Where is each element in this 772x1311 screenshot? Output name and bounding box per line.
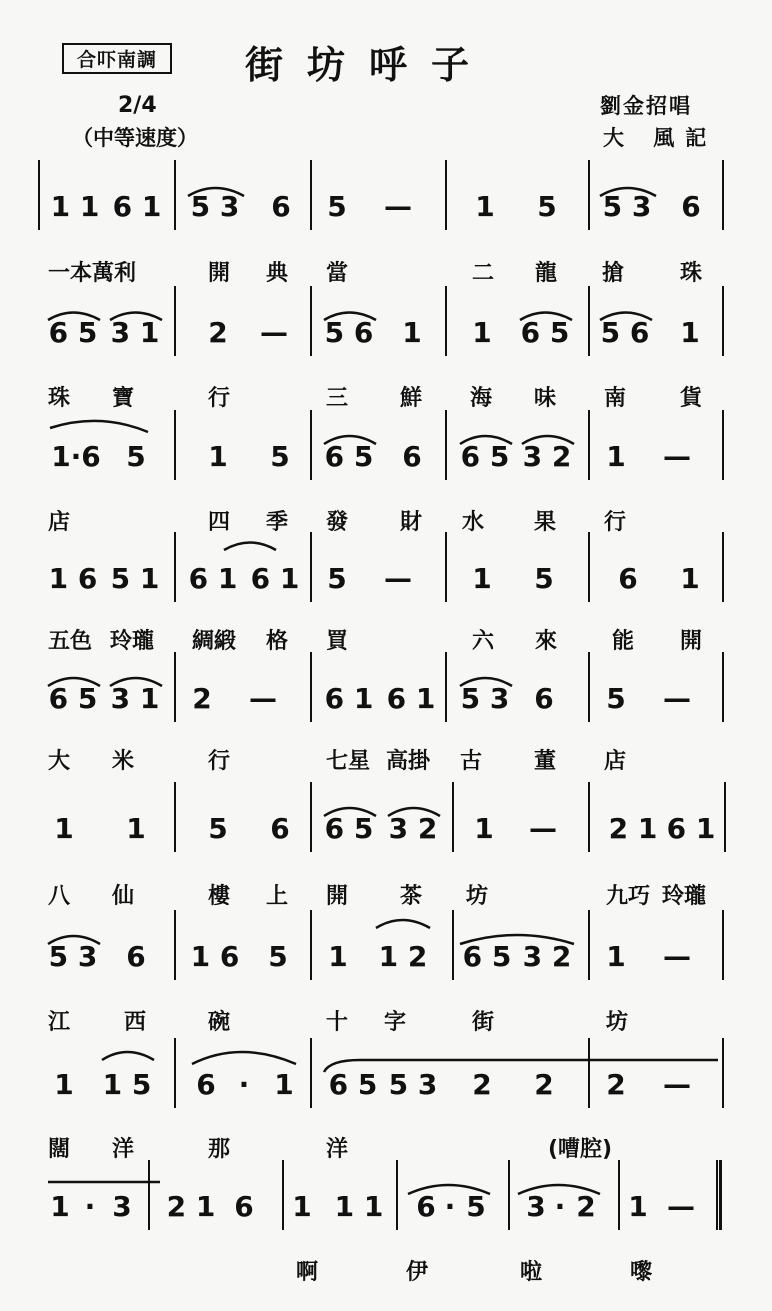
lyric: 鮮 — [400, 386, 423, 411]
barline — [174, 160, 176, 230]
note: 1 — [126, 812, 146, 845]
barline — [310, 160, 312, 230]
barline — [174, 1038, 176, 1108]
lyric: 洋 — [326, 1137, 349, 1162]
note: 5 1 — [110, 562, 160, 595]
dot: · — [238, 1068, 250, 1101]
note: 1 — [54, 812, 74, 845]
note: 5 — [606, 682, 626, 715]
lyric-row-2 — [0, 381, 772, 411]
lyric: 味 — [534, 386, 557, 411]
lyric: 五色 — [48, 629, 93, 654]
time-signature: 2/4 — [118, 93, 157, 118]
barline — [282, 1160, 284, 1230]
note: 6 — [270, 812, 290, 845]
note: 1 — [606, 440, 626, 473]
barline — [310, 410, 312, 480]
note: 3 2 — [522, 440, 572, 473]
lyric: 八 — [48, 884, 71, 909]
singer-credit: 劉金招唱 — [600, 94, 692, 118]
note: 1 — [472, 316, 492, 349]
lyric: 玲瓏 — [662, 884, 707, 909]
note: 5 — [270, 440, 290, 473]
lyric-row-5 — [0, 744, 772, 774]
barline — [445, 410, 447, 480]
note: 5 — [534, 562, 554, 595]
note: 1·6 — [51, 440, 101, 473]
barline — [445, 160, 447, 230]
note: 3 2 — [522, 940, 572, 973]
note: 1 6 — [190, 940, 240, 973]
slur — [102, 1052, 154, 1060]
note: 6 1 — [112, 190, 162, 223]
slur — [376, 920, 430, 928]
note: 6 — [534, 682, 554, 715]
lyric: 開 — [208, 261, 231, 286]
lyric: 西 — [124, 1010, 147, 1035]
note: 5 — [466, 1190, 486, 1223]
lyric: 字 — [384, 1010, 407, 1035]
publisher-credit: 大 風記 — [603, 126, 718, 150]
lyric: 南 — [604, 386, 627, 411]
dash: — — [663, 940, 691, 973]
note: 3 2 — [388, 812, 438, 845]
note: 6 5 — [48, 682, 98, 715]
barline — [452, 782, 454, 852]
note: 6 — [416, 1190, 436, 1223]
lyric: 啦 — [520, 1260, 543, 1285]
note: 1 — [680, 562, 700, 595]
lyric: 高掛 — [386, 749, 431, 774]
note: 3 1 — [110, 316, 160, 349]
dash: — — [249, 682, 277, 715]
barline — [588, 1038, 590, 1108]
lyric: 行 — [604, 510, 627, 535]
lyric: 三 — [326, 386, 349, 411]
lyric: 江 — [48, 1010, 71, 1035]
lyric: 洋 — [112, 1137, 135, 1162]
lyric: 海 — [470, 386, 493, 411]
lyric: 行 — [208, 386, 231, 411]
note: 3 — [112, 1190, 132, 1223]
lyric: 伊 — [406, 1260, 429, 1285]
note: 2 — [534, 1068, 554, 1101]
dash: — — [384, 190, 412, 223]
barline — [722, 410, 724, 480]
barline — [588, 286, 590, 356]
lyric: 綢緞 — [192, 629, 237, 654]
note: 6 1 — [188, 562, 238, 595]
lyric: 闊 — [48, 1137, 71, 1162]
dash: — — [663, 440, 691, 473]
note: 1 — [208, 440, 228, 473]
tune-label-box — [62, 43, 172, 74]
note: 5 6 — [600, 316, 650, 349]
note: 6 — [271, 190, 291, 223]
note: 1 — [606, 940, 626, 973]
lyric: 啊 — [296, 1260, 319, 1285]
lyric: 貨 — [680, 386, 703, 411]
barline — [310, 652, 312, 722]
note: 1 — [474, 812, 494, 845]
lyric: 珠 — [48, 386, 71, 411]
barline — [310, 286, 312, 356]
barline — [174, 910, 176, 980]
note: 1 2 — [378, 940, 428, 973]
note: 2 — [192, 682, 212, 715]
note: 1 — [292, 1190, 312, 1223]
note: 6 1 — [250, 562, 300, 595]
dash: — — [667, 1190, 695, 1223]
lyric: 買 — [326, 629, 349, 654]
barline — [445, 532, 447, 602]
tune-label: 合吓南調 — [76, 49, 157, 71]
note: 6 — [402, 440, 422, 473]
barline — [310, 782, 312, 852]
lyric: 古 — [460, 749, 483, 774]
barline — [722, 910, 724, 980]
note: 1 — [50, 1190, 70, 1223]
note: 6 5 — [324, 812, 374, 845]
note: 5 3 — [602, 190, 652, 223]
note: 2 — [208, 316, 228, 349]
lyric: 典 — [266, 261, 289, 286]
dot: · — [444, 1190, 456, 1223]
lyric: 開 — [680, 629, 703, 654]
note: 1 — [680, 316, 700, 349]
barline — [588, 782, 590, 852]
dash: — — [529, 812, 557, 845]
barline — [445, 286, 447, 356]
note: 5 3 — [388, 1068, 438, 1101]
note: 2 1 — [166, 1190, 216, 1223]
lyric: 珠 — [680, 261, 703, 286]
note: 5 — [537, 190, 557, 223]
note: 6 1 — [324, 682, 374, 715]
lyric: 一本萬利 — [48, 261, 137, 286]
barline — [588, 652, 590, 722]
barline — [722, 286, 724, 356]
barline — [588, 410, 590, 480]
note: 1 — [54, 1068, 74, 1101]
dash: — — [663, 1068, 691, 1101]
slur — [50, 421, 148, 432]
note: 5 3 — [460, 682, 510, 715]
song-title: 街坊呼子 — [245, 43, 494, 87]
note: 6 5 — [520, 316, 570, 349]
lyric: 果 — [534, 510, 557, 535]
note: 1 — [328, 940, 348, 973]
lyric: 季 — [266, 510, 289, 535]
barline — [174, 410, 176, 480]
dash: — — [384, 562, 412, 595]
final-barline — [716, 1160, 722, 1230]
barline — [588, 532, 590, 602]
lyric: 嚟 — [630, 1260, 653, 1285]
barline — [445, 652, 447, 722]
barline — [588, 910, 590, 980]
barline — [174, 532, 176, 602]
slur — [224, 543, 276, 551]
lyric-row-1 — [0, 256, 772, 286]
lyric: 店 — [604, 749, 627, 774]
lyric-row-4 — [0, 624, 772, 654]
barline — [148, 1160, 150, 1230]
note: 3 1 — [110, 682, 160, 715]
lyric: 搶 — [602, 261, 625, 286]
lyric: 店 — [48, 510, 71, 535]
barline — [310, 910, 312, 980]
note: 1 — [628, 1190, 648, 1223]
barline — [310, 1038, 312, 1108]
lyric: 樓 — [208, 884, 231, 909]
lyric: 坊 — [466, 884, 489, 909]
dash: — — [260, 316, 288, 349]
note: 1 — [475, 190, 495, 223]
barline — [508, 1160, 510, 1230]
lyric-row-9 — [0, 1255, 772, 1285]
note: 1 — [472, 562, 492, 595]
note: 6 5 — [324, 440, 374, 473]
note: 2 — [472, 1068, 492, 1101]
note: 6 — [126, 940, 146, 973]
note: 6 5 — [328, 1068, 378, 1101]
note: 5 6 — [324, 316, 374, 349]
dot: · — [554, 1190, 566, 1223]
barline — [38, 160, 40, 230]
note: 6 — [234, 1190, 254, 1223]
note: 5 3 — [190, 190, 240, 223]
lyric: 發 — [326, 510, 349, 535]
lyric: 行 — [208, 749, 231, 774]
note: 5 — [268, 940, 288, 973]
dot: · — [84, 1190, 96, 1223]
lyric: 寶 — [112, 386, 135, 411]
note: 6 1 — [386, 682, 436, 715]
lyric-row-8 — [0, 1132, 772, 1162]
note: 1 6 — [48, 562, 98, 595]
lyric: 碗 — [208, 1010, 231, 1035]
barline — [588, 160, 590, 230]
barline — [396, 1160, 398, 1230]
lyric: 上 — [266, 884, 289, 909]
barline — [174, 782, 176, 852]
lyric: 九巧 — [606, 884, 651, 909]
note: 5 — [327, 190, 347, 223]
note: 5 3 — [48, 940, 98, 973]
lyric: 董 — [534, 749, 557, 774]
note: 2 — [606, 1068, 626, 1101]
lyric: 那 — [208, 1137, 231, 1162]
note: 5 — [208, 812, 228, 845]
lyric: 街 — [472, 1010, 495, 1035]
barline — [618, 1160, 620, 1230]
note: 1 5 — [102, 1068, 152, 1101]
lyric: 當 — [326, 261, 349, 286]
note: 6 5 — [48, 316, 98, 349]
note: 3 — [526, 1190, 546, 1223]
note: 6 — [196, 1068, 216, 1101]
lyric-row-3 — [0, 505, 772, 535]
barline — [174, 286, 176, 356]
barline — [174, 652, 176, 722]
note: 2 1 — [608, 812, 658, 845]
note: 2 — [576, 1190, 596, 1223]
lyric: 開 — [326, 884, 349, 909]
barline — [722, 160, 724, 230]
lyric: 來 — [535, 629, 558, 654]
lyric: (嘈腔) — [548, 1137, 613, 1162]
lyric: 二 — [472, 261, 495, 286]
lyric: 十 — [326, 1010, 349, 1035]
lyric: 大 — [48, 749, 71, 774]
lyric: 坊 — [606, 1010, 629, 1035]
lyric-row-7 — [0, 1005, 772, 1035]
tempo-marking: （中等速度） — [72, 126, 198, 150]
lyric: 能 — [612, 629, 635, 654]
barline — [722, 1038, 724, 1108]
barline — [722, 532, 724, 602]
note: 5 — [126, 440, 146, 473]
lyric: 米 — [112, 749, 135, 774]
dash: — — [663, 682, 691, 715]
note: 1 — [274, 1068, 294, 1101]
lyric: 四 — [208, 510, 231, 535]
note: 6 — [618, 562, 638, 595]
lyric: 七星 — [326, 749, 371, 774]
note: 5 — [327, 562, 347, 595]
lyric-row-6 — [0, 879, 772, 909]
slur — [192, 1052, 296, 1064]
lyric: 玲瓏 — [110, 629, 155, 654]
lyric: 六 — [472, 629, 495, 654]
lyric: 仙 — [112, 884, 135, 909]
lyric: 水 — [462, 510, 485, 535]
note: 1 1 — [334, 1190, 384, 1223]
lyric: 龍 — [535, 261, 558, 286]
note: 1 1 — [50, 190, 100, 223]
barline — [724, 782, 726, 852]
barline — [722, 652, 724, 722]
lyric: 財 — [400, 510, 423, 535]
barline — [452, 910, 454, 980]
note: 6 1 — [666, 812, 716, 845]
lyric: 茶 — [400, 884, 423, 909]
lyric: 格 — [266, 629, 289, 654]
note: 1 — [402, 316, 422, 349]
note: 6 — [681, 190, 701, 223]
note: 6 5 — [462, 940, 512, 973]
note: 6 5 — [460, 440, 510, 473]
barline — [310, 532, 312, 602]
